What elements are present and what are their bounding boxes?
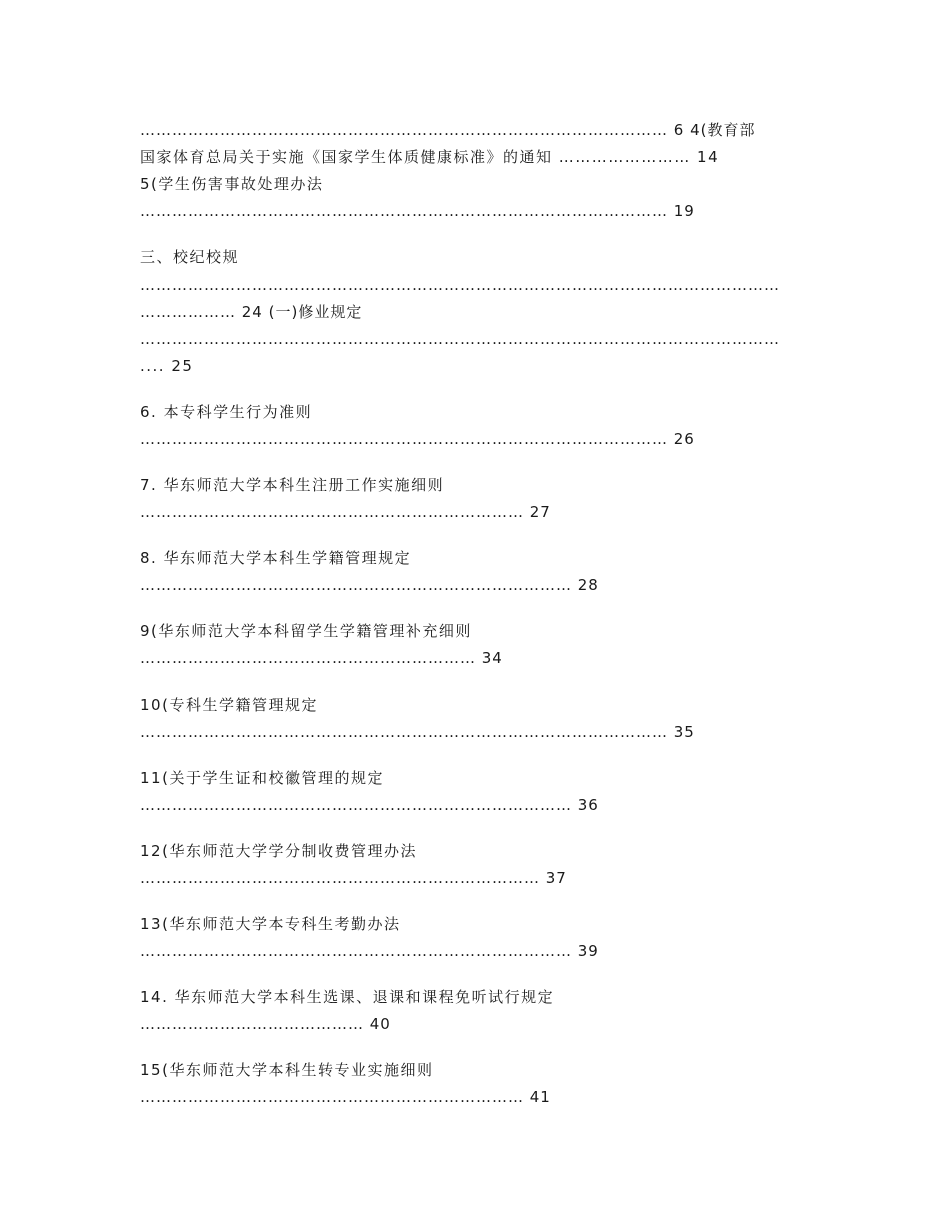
toc-line-4: ……………………………………………………………………………………… 19: [140, 202, 695, 220]
toc-line-2: 国家体育总局关于实施《国家学生体质健康标准》的通知 …………………… 14: [140, 148, 720, 166]
toc-entry-10-title: 10(专科生学籍管理规定: [140, 696, 318, 714]
toc-line-6: …………………………………………………………………………………………………………: [140, 276, 780, 294]
toc-entry-12-title: 12(华东师范大学学分制收费管理办法: [140, 842, 417, 860]
toc-entry-8-page: ……………………………………………………………………… 28: [140, 576, 599, 594]
toc-entry-10-page: ……………………………………………………………………………………… 35: [140, 723, 695, 741]
toc-entry-13-title: 13(华东师范大学本专科生考勤办法: [140, 915, 401, 933]
toc-entry-9-title: 9(华东师范大学本科留学生学籍管理补充细则: [140, 622, 472, 640]
toc-entry-12-page: ………………………………………………………………… 37: [140, 869, 567, 887]
toc-entry-11-title: 11(关于学生证和校徽管理的规定: [140, 769, 384, 787]
toc-line-9: .... 25: [140, 357, 194, 375]
toc-entry-15-page: ……………………………………………………………… 41: [140, 1088, 551, 1106]
toc-entry-7-page: ……………………………………………………………… 27: [140, 503, 551, 521]
toc-line-7: ……………… 24 (一)修业规定: [140, 303, 363, 321]
toc-entry-14-title: 14. 华东师范大学本科生选课、退课和课程免听试行规定: [140, 988, 555, 1006]
toc-entry-14-page: …………………………………… 40: [140, 1015, 391, 1033]
toc-entry-8-title: 8. 华东师范大学本科生学籍管理规定: [140, 549, 412, 567]
toc-entry-9-page: ……………………………………………………… 34: [140, 649, 503, 667]
toc-entry-6-title: 6. 本专科学生行为准则: [140, 403, 313, 421]
toc-entry-13-page: ……………………………………………………………………… 39: [140, 942, 599, 960]
toc-entry-7-title: 7. 华东师范大学本科生注册工作实施细则: [140, 476, 445, 494]
toc-entry-6-page: ……………………………………………………………………………………… 26: [140, 430, 695, 448]
toc-line-1: ……………………………………………………………………………………… 6 4(教育部: [140, 121, 756, 139]
section-heading: 三、校纪校规: [140, 248, 240, 266]
toc-entry-15-title: 15(华东师范大学本科生转专业实施细则: [140, 1061, 434, 1079]
toc-line-8: …………………………………………………………………………………………………………: [140, 330, 780, 348]
toc-entry-11-page: ……………………………………………………………………… 36: [140, 796, 599, 814]
toc-line-3: 5(学生伤害事故处理办法: [140, 175, 324, 193]
